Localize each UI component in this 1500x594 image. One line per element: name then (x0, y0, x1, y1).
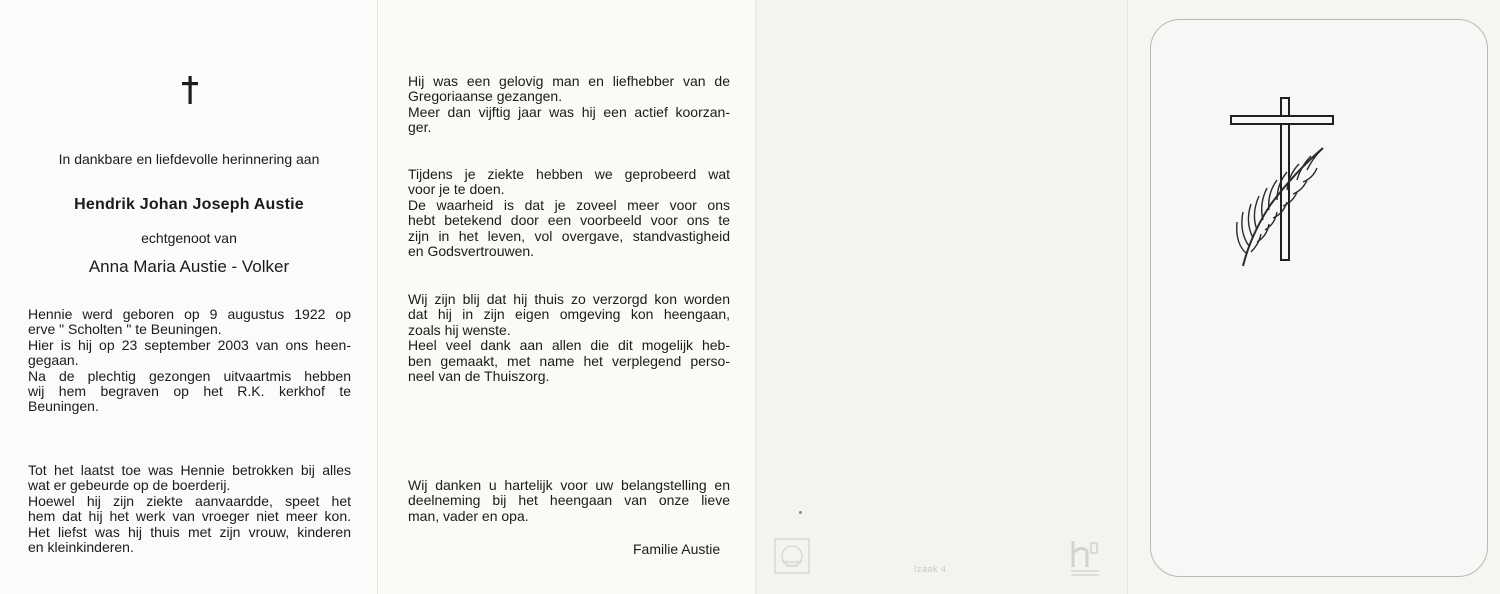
text-line: Het liefst was hij thuis met zijn vrouw, kinderen (28, 523, 351, 540)
text-line: dat hij in zijn eigen omgeving kon heengaan, (408, 306, 730, 323)
text-line: hem dat hij het werk van vroeger niet meer kon. (28, 508, 351, 525)
text-line: Gregoriaanse gezangen. (408, 88, 563, 105)
deceased-name: Hendrik Johan Joseph Austie (74, 196, 304, 213)
text-line: Hoewel hij zijn ziekte aanvaardde, speet het (28, 492, 351, 509)
memory-paragraph (28, 463, 351, 555)
card-panel-left (0, 0, 378, 594)
text-line: zijn in het leven, vol overgave, standvastigheid (408, 227, 730, 244)
text-line: Meer dan vijftig jaar was hij een actief koorzan- (408, 103, 730, 120)
spouse-label: echtgenoot van (141, 230, 237, 246)
text-line: wat er gebeurde op de boerderij. (28, 477, 231, 494)
text-line: man, vader en opa. (408, 507, 529, 524)
printer-logo-icon (774, 538, 810, 574)
text-line: hebt betekend door een voorbeeld voor ons te (408, 212, 730, 229)
card-panel-back (756, 0, 1128, 594)
text-line: zoals hij wenste. (408, 321, 511, 338)
text-line: Beuningen. (28, 398, 99, 415)
text-line: deelneming bij het heengaan van onze lieve (408, 492, 730, 509)
text-line: De waarheid is dat je zoveel meer voor ons (408, 196, 730, 213)
text-line: Na de plechtig gezongen uitvaartmis hebben (28, 367, 351, 384)
paper-speck (799, 511, 802, 514)
cover-frame (1150, 19, 1488, 577)
card-panel-text (378, 0, 756, 594)
text-line: Hier is hij op 23 september 2003 van ons heen- (28, 336, 351, 353)
illness-paragraph (408, 167, 730, 259)
text-line: Hij was een gelovig man en liefhebber van de (408, 73, 730, 89)
text-line: Wij danken u hartelijk voor uw belangstelling en (408, 477, 730, 493)
text-line: en kleinkinderen. (28, 539, 134, 556)
card-panel-cover (1128, 0, 1500, 594)
faith-paragraph (408, 74, 730, 136)
latin-cross-icon (181, 76, 199, 104)
spouse-name: Anna Maria Austie - Volker (88, 257, 290, 276)
text-line: Heel veel dank aan allen die dit mogelijk heb- (408, 337, 730, 354)
dedication-line: In dankbare en liefdevolle herinnering aan (58, 151, 320, 167)
text-line: gegaan. (28, 352, 79, 369)
thanks-paragraph (408, 478, 730, 524)
text-line: Tot het laatst toe was Hennie betrokken bij alles (28, 462, 351, 478)
cross-with-palm-icon (1229, 94, 1339, 274)
text-line: wij hem begraven op het R.K. kerkhof te (28, 383, 351, 400)
text-line: ben gemaakt, met name het verplegend perso- (408, 352, 730, 369)
text-line: erve " Scholten " te Beuningen. (28, 321, 222, 338)
publisher-logo-icon (1069, 537, 1101, 579)
gratitude-paragraph (408, 292, 730, 384)
text-line: voor je te doen. (408, 181, 505, 198)
printer-mark-text: Izaak 4 (914, 564, 947, 574)
biography-paragraph (28, 307, 351, 415)
text-line: ger. (408, 119, 432, 136)
family-signature: Familie Austie (633, 541, 721, 557)
text-line: neel van de Thuiszorg. (408, 368, 550, 385)
text-line: Wij zijn blij dat hij thuis zo verzorgd kon worden (408, 291, 730, 307)
text-line: en Godsvertrouwen. (408, 243, 535, 260)
text-line: Tijdens je ziekte hebben we geprobeerd wat (408, 166, 730, 182)
text-line: Hennie werd geboren op 9 augustus 1922 op (28, 306, 351, 322)
